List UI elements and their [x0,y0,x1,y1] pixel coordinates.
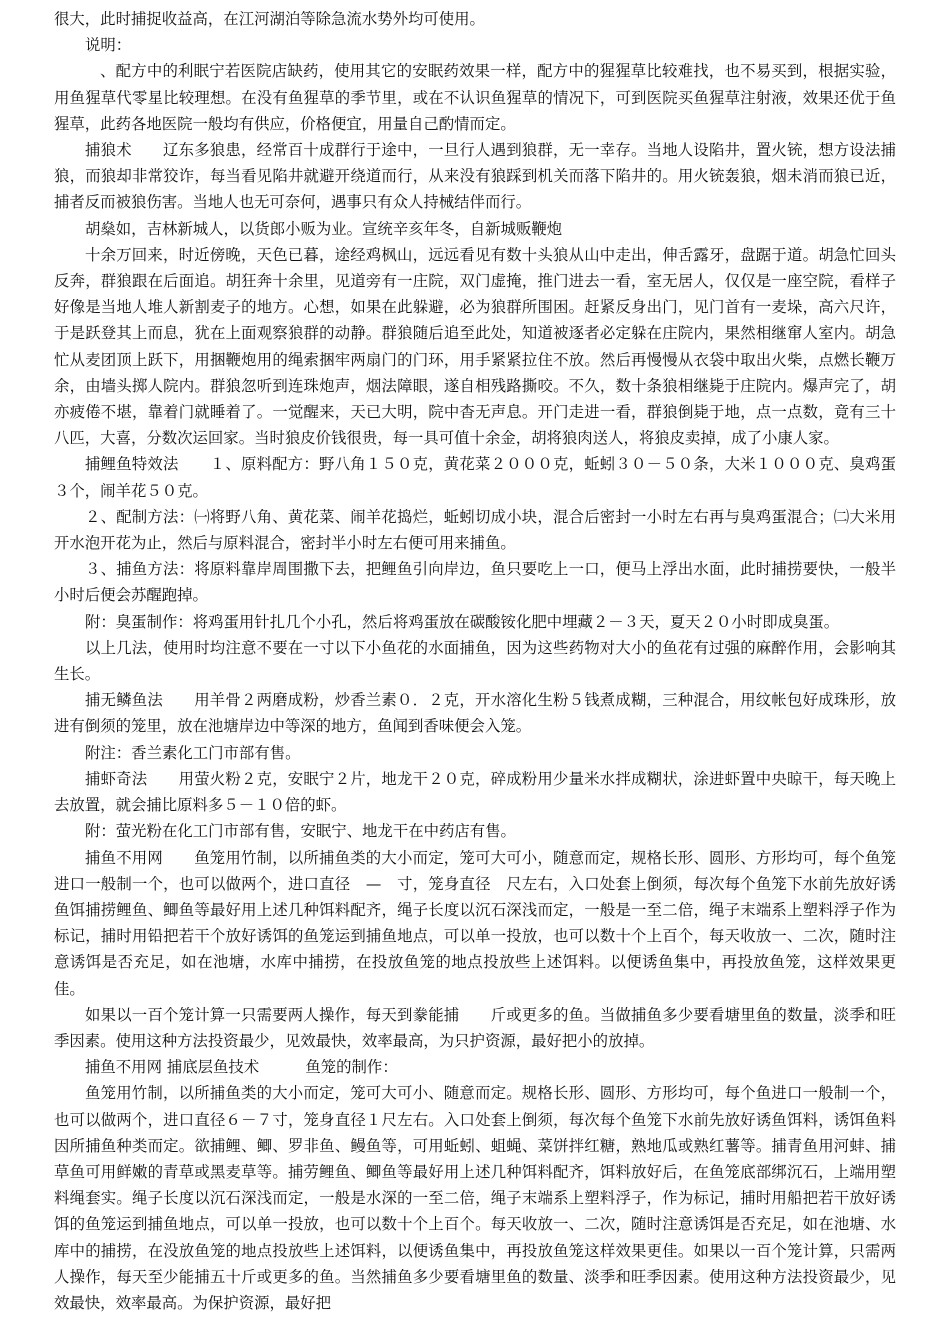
paragraph: 、配方中的利眠宁若医院店缺药，使用其它的安眠药效果一样，配方中的猩猩草比较难找，也不易买到，根据实验，用鱼猩草代零星比较理想。在没有鱼猩草的季节里，或在不认识鱼猩草的情况下，可到医院买鱼猩草注射液，效果还优于鱼猩草，此药各地医院一般均有供应，价格便宜，用量自己酌情而定。 [54,62,896,133]
paragraph-wolf-catching: 捕狼术 辽东多狼患，经常百十成群行于途中，一旦行人遇到狼群，无一幸存。当地人设陷井，置火铳，想方设法捕狼，而狼却非常狡诈，每当看见陷井就避开绕道而行，从来没有狼踩到机关而落下陷井的。用火铳轰狼，烟未消而狼已近，捕者反而被狼伤害。当地人也无可奈何，遇事只有众人持械结伴而行。 [54,141,896,212]
paragraph-bottom-fish-heading: 捕鱼不用网 捕底层鱼技术 鱼笼的制作： [85,1058,398,1077]
paragraph: 十余万回来，时近傍晚，天色已暮，途经鸡枫山，远远看见有数十头狼从山中走出，伸舌露牙，盘踞于道。胡急忙回头反奔，群狼跟在后面追。胡狂奔十余里，见道旁有一庄院，双门虚掩，推门进去一看，室无居人，仅仅是一座空院，看样子好像是当地人堆人新割麦子的地方。心想，如果在此躲避，必为狼群所围困。赶紧反身出门，见门首有一麦垛，高六尺许，于是跃登其上而息，犹在上面观察狼群的动静。群狼随后追至此处，知道被逐者必定躲在庄院内，果然相继窜人室内。胡急忙从麦团顶上跃下，用捆鞭炮用的绳索捆牢两扇门的门环，用手紧紧拉住不放。然后再慢慢从衣袋中取出火柴，点燃长鞭万余，由墙头掷人院内。群狼忽听到连珠炮声，烟法障眼，遂自相残路撕咬。不久，数十条狼相继毙于庄院内。爆声完了，胡亦疲倦不堪，靠着门就睡着了。一觉醒来，天已大明，院中杳无声息。开门走进一看，群狼倒毙于地，点一点数，竟有三十八匹，大喜，分数次运回家。当时狼皮价钱很贵，每一具可值十余金，胡将狼肉送人，将狼皮卖掉，成了小康人家。 [54,245,896,448]
paragraph: 附注：香兰素化工门市部有售。 [85,743,301,762]
paragraph-scaleless-fish: 捕无鳞鱼法 用羊骨２两磨成粉，炒香兰素０．２克，开水溶化生粉５钱煮成糊，三种混合，用纹帐包好成珠形，放进有倒须的笼里，放在池塘岸边中等深的地方，鱼闻到香味便会入笼。 [54,691,896,736]
paragraph: ２、配制方法：㈠将野八角、黄花菜、闹羊花捣烂，蚯蚓切成小块，混合后密封一小时左右再与臭鸡蛋混合；㈡大米用开水泡开花为止，然后与原料混合，密封半小时左右便可用来捕鱼。 [54,507,896,553]
paragraph: 以上几法，使用时均注意不要在一寸以下小鱼花的水面捕鱼，因为这些药物对大小的鱼花有过强的麻醉作用，会影响其生长。 [54,638,896,684]
paragraph: 附：萤光粉在化工门市部有售，安眠宁、地龙干在中药店有售。 [85,822,516,841]
paragraph: 胡燊如，吉林新城人，以货郎小贩为业。宣统辛亥年冬，自新城贩鞭炮 [85,219,563,238]
paragraph: 如果以一百个笼计算一只需要两人操作，每天到豢能捕 斤或更多的鱼。当做捕鱼多少要看塘里鱼的数量，淡季和旺季因素。使用这种方法投资最少，见效最快，效率最高，为只护资源，最好把小的放掉。 [54,1005,896,1050]
paragraph: 附：臭蛋制作：将鸡蛋用针扎几个小孔，然后将鸡蛋放在碳酸铵化肥中埋藏２－３天，夏天２０小时即成臭蛋。 [85,612,840,631]
paragraph-shrimp-method: 捕虾奇法 用萤火粉２克，安眠宁２片，地龙干２０克，碎成粉用少量米水拌成糊状，涂进虾置中央晾干，每天晚上去放置，就会捕比原料多５－１０倍的虾。 [54,769,896,815]
paragraph: 很大，此时捕捉收益高，在江河湖泊等除急流水势外均可使用。 [54,10,485,28]
paragraph: ３、捕鱼方法：将原料靠岸周围撒下去，把鲤鱼引向岸边，鱼只要吃上一口，便马上浮出水面，此时捕捞要快，一般半小时后便会苏醒跑掉。 [54,560,896,605]
paragraph: 鱼笼用竹制，以所捕鱼类的大小而定，笼可大可小、随意而定。规格长形、圆形、方形均可，每个鱼进口一般制一个，也可以做两个，进口直径６－７寸，笼身直径１尺左右。入口处套上倒须，每次每个鱼笼下水前先放好诱鱼饵料，诱饵鱼料因所捕鱼种类而定。欲捕鲤、鲫、罗非鱼、鳗鱼等，可用蚯蚓、蛆蝇、菜饼拌红糖，熟地瓜或熟红薯等。捕青鱼用河蚌、捕草鱼可用鲜嫩的青草或黑麦草等。捕劳鲤鱼、鲫鱼等最好用上述几种饵料配齐，饵料放好后，在鱼笼底部绑沉石，上端用塑料绳套实。绳子长度以沉石深浅而定，一般是水深的一至二倍，绳子末端系上塑料浮子，作为标记，捕时用船把若干放好诱饵的鱼笼运到捕鱼地点，可以单一投放，也可以数十个上百个。每天收放一、二次，随时注意诱饵是否充足，如在池塘、水库中的捕捞，在没放鱼笼的地点投放些上述饵料，以便诱鱼集中，再投放鱼笼这样效果更佳。如果以一百个笼计算，只需两人操作，每天至少能捕五十斤或更多的鱼。当然捕鱼多少要看塘里鱼的数量、淡季和旺季因素。使用这种方法投资最少，见效最快，效率最高。为保护资源，最好把 [54,1084,896,1312]
note-heading: 说明： [85,36,132,55]
paragraph-carp-method: 捕鲤鱼特效法 １、原料配方：野八角１５０克，黄花菜２０００克，蚯蚓３０－５０条，大米１０００克、臭鸡蛋３个，闹羊花５０克。 [54,455,896,500]
paragraph-fish-trap: 捕鱼不用网 鱼笼用竹制，以所捕鱼类的大小而定，笼可大可小，随意而定，规格长形、圆形、方形均可，每个鱼笼进口一般制一个，也可以做两个，进口直径 — 寸，笼身直径 尺左右，入口处套上倒须，每次每个鱼笼下水前先放好诱鱼饵捕捞鲤鱼、鲫鱼等最好用上述几种饵料配齐，绳子长度以沉石深浅而定，一般是一至二倍，绳子末端系上塑料浮子作为标记，捕时用铅把若干个放好诱饵的鱼笼运到捕鱼地点，可以单一投放，也可以数十个上百个，每天收放一、二次，随时注意诱饵是否充足，如在池塘，水库中捕捞，在投放鱼笼的地点投放些上述饵料。以便诱鱼集中，再投放鱼笼，这样效果更佳。 [54,848,896,998]
